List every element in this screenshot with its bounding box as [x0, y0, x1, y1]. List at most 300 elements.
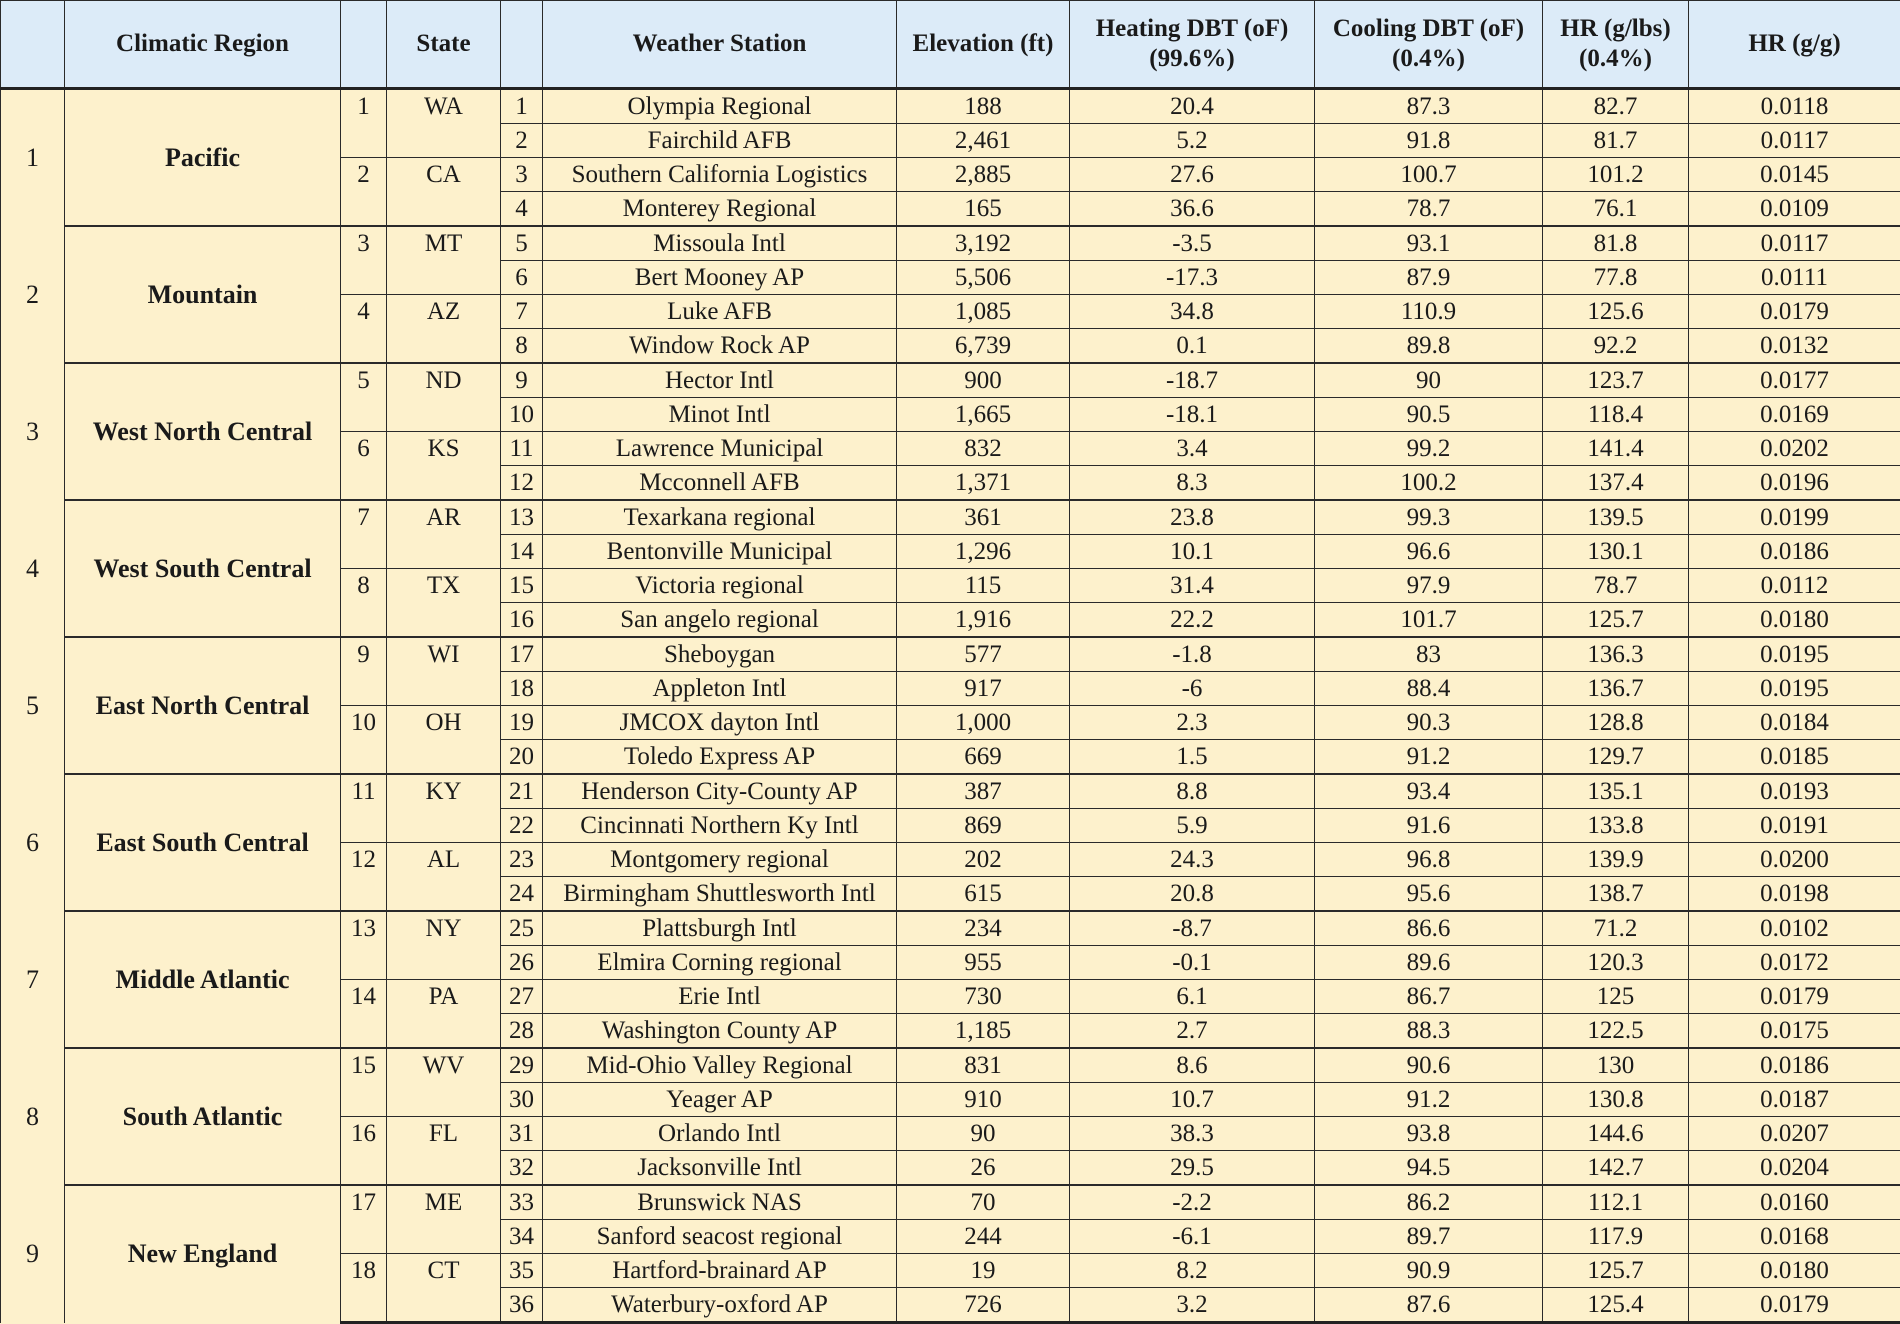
state-number-cell: 7: [341, 500, 387, 535]
station-number-cell: 26: [501, 946, 543, 980]
cooling-dbt-cell: 86.6: [1315, 911, 1543, 946]
hr-g-g-cell: 0.0180: [1689, 603, 1900, 638]
hr-g-g-cell: 0.0172: [1689, 946, 1900, 980]
header-hr-g-lbs: HR (g/lbs) (0.4%): [1543, 1, 1689, 89]
elevation-cell: 70: [897, 1185, 1070, 1220]
cooling-dbt-cell: 95.6: [1315, 877, 1543, 912]
header-station-number: [501, 1, 543, 89]
cooling-dbt-cell: 110.9: [1315, 295, 1543, 329]
hr-g-g-cell: 0.0175: [1689, 1014, 1900, 1049]
cooling-dbt-cell: 87.3: [1315, 89, 1543, 124]
state-number-cell: [341, 1288, 387, 1323]
state-number-cell: [341, 740, 387, 775]
table-row: [1, 226, 1900, 261]
elevation-cell: 1,916: [897, 603, 1070, 638]
elevation-cell: 900: [897, 363, 1070, 398]
table-row: [1, 774, 1900, 809]
station-name-cell: Appleton Intl: [543, 672, 897, 706]
header-elevation: Elevation (ft): [897, 1, 1070, 89]
cooling-dbt-cell: 87.9: [1315, 261, 1543, 295]
state-number-cell: 12: [341, 843, 387, 877]
station-number-cell: 29: [501, 1048, 543, 1083]
state-abbr-cell: ND: [387, 363, 501, 398]
station-number-cell: 36: [501, 1288, 543, 1323]
hr-g-lbs-cell: 125.6: [1543, 295, 1689, 329]
hr-g-lbs-cell: 82.7: [1543, 89, 1689, 124]
hr-g-g-cell: 0.0177: [1689, 363, 1900, 398]
state-number-cell: [341, 877, 387, 912]
station-number-cell: 32: [501, 1151, 543, 1186]
cooling-dbt-cell: 89.7: [1315, 1220, 1543, 1254]
heating-dbt-cell: -18.7: [1070, 363, 1315, 398]
station-name-cell: Mcconnell AFB: [543, 466, 897, 501]
hr-g-lbs-cell: 138.7: [1543, 877, 1689, 912]
elevation-cell: 831: [897, 1048, 1070, 1083]
state-abbr-cell: OH: [387, 706, 501, 740]
region-number-cell: 1: [1, 89, 65, 227]
station-name-cell: Brunswick NAS: [543, 1185, 897, 1220]
station-number-cell: 10: [501, 398, 543, 432]
station-number-cell: 25: [501, 911, 543, 946]
state-number-cell: [341, 603, 387, 638]
heating-dbt-cell: -3.5: [1070, 226, 1315, 261]
table-row: [1, 89, 1900, 124]
cooling-dbt-cell: 90.9: [1315, 1254, 1543, 1288]
hr-g-g-cell: 0.0195: [1689, 637, 1900, 672]
cooling-dbt-cell: 96.6: [1315, 535, 1543, 569]
station-name-cell: Washington County AP: [543, 1014, 897, 1049]
state-number-cell: 9: [341, 637, 387, 672]
hr-g-lbs-cell: 120.3: [1543, 946, 1689, 980]
cooling-dbt-cell: 91.2: [1315, 1083, 1543, 1117]
hr-g-g-cell: 0.0180: [1689, 1254, 1900, 1288]
state-abbr-cell: WV: [387, 1048, 501, 1083]
hr-g-lbs-cell: 125: [1543, 980, 1689, 1014]
elevation-cell: 726: [897, 1288, 1070, 1323]
hr-g-g-cell: 0.0199: [1689, 500, 1900, 535]
elevation-cell: 387: [897, 774, 1070, 809]
table-header: [1, 1, 1900, 89]
heating-dbt-cell: 34.8: [1070, 295, 1315, 329]
hr-g-g-cell: 0.0200: [1689, 843, 1900, 877]
heating-dbt-cell: 20.8: [1070, 877, 1315, 912]
heating-dbt-cell: 5.9: [1070, 809, 1315, 843]
elevation-cell: 1,665: [897, 398, 1070, 432]
elevation-cell: 115: [897, 569, 1070, 603]
station-number-cell: 18: [501, 672, 543, 706]
table-row: [1, 637, 1900, 672]
hr-g-g-cell: 0.0186: [1689, 1048, 1900, 1083]
hr-g-lbs-cell: 101.2: [1543, 158, 1689, 192]
station-name-cell: Toledo Express AP: [543, 740, 897, 775]
hr-g-lbs-cell: 139.9: [1543, 843, 1689, 877]
hr-g-lbs-cell: 77.8: [1543, 261, 1689, 295]
heating-dbt-cell: -18.1: [1070, 398, 1315, 432]
hr-g-lbs-cell: 76.1: [1543, 192, 1689, 227]
header-climatic-region: Climatic Region: [65, 1, 341, 89]
hr-g-g-cell: 0.0186: [1689, 535, 1900, 569]
station-number-cell: 34: [501, 1220, 543, 1254]
station-number-cell: 17: [501, 637, 543, 672]
hr-g-g-cell: 0.0193: [1689, 774, 1900, 809]
cooling-dbt-cell: 91.8: [1315, 124, 1543, 158]
hr-g-g-cell: 0.0145: [1689, 158, 1900, 192]
station-name-cell: Texarkana regional: [543, 500, 897, 535]
elevation-cell: 869: [897, 809, 1070, 843]
state-number-cell: 5: [341, 363, 387, 398]
station-name-cell: Waterbury-oxford AP: [543, 1288, 897, 1323]
state-abbr-cell: [387, 124, 501, 158]
region-number-cell: 4: [1, 500, 65, 637]
heating-dbt-cell: 3.2: [1070, 1288, 1315, 1323]
station-name-cell: Monterey Regional: [543, 192, 897, 227]
state-number-cell: 3: [341, 226, 387, 261]
elevation-cell: 5,506: [897, 261, 1070, 295]
region-number-cell: 2: [1, 226, 65, 363]
state-abbr-cell: [387, 672, 501, 706]
elevation-cell: 1,296: [897, 535, 1070, 569]
region-name-cell: New England: [65, 1185, 341, 1323]
cooling-dbt-cell: 97.9: [1315, 569, 1543, 603]
hr-g-lbs-cell: 128.8: [1543, 706, 1689, 740]
cooling-dbt-cell: 93.4: [1315, 774, 1543, 809]
state-abbr-cell: [387, 466, 501, 501]
station-number-cell: 7: [501, 295, 543, 329]
region-name-cell: East South Central: [65, 774, 341, 911]
station-number-cell: 30: [501, 1083, 543, 1117]
cooling-dbt-cell: 94.5: [1315, 1151, 1543, 1186]
table-row: [1, 1185, 1900, 1220]
heating-dbt-cell: 1.5: [1070, 740, 1315, 775]
elevation-cell: 1,371: [897, 466, 1070, 501]
hr-g-g-cell: 0.0187: [1689, 1083, 1900, 1117]
state-abbr-cell: KY: [387, 774, 501, 809]
hr-g-g-cell: 0.0160: [1689, 1185, 1900, 1220]
heating-dbt-cell: 8.3: [1070, 466, 1315, 501]
state-abbr-cell: WI: [387, 637, 501, 672]
state-number-cell: [341, 124, 387, 158]
state-abbr-cell: ME: [387, 1185, 501, 1220]
cooling-dbt-cell: 93.1: [1315, 226, 1543, 261]
hr-g-lbs-cell: 92.2: [1543, 329, 1689, 364]
station-name-cell: Olympia Regional: [543, 89, 897, 124]
elevation-cell: 832: [897, 432, 1070, 466]
state-number-cell: [341, 809, 387, 843]
hr-g-lbs-cell: 130.8: [1543, 1083, 1689, 1117]
elevation-cell: 1,185: [897, 1014, 1070, 1049]
station-name-cell: Window Rock AP: [543, 329, 897, 364]
cooling-dbt-cell: 93.8: [1315, 1117, 1543, 1151]
cooling-dbt-cell: 101.7: [1315, 603, 1543, 638]
hr-g-g-cell: 0.0132: [1689, 329, 1900, 364]
hr-g-lbs-cell: 136.3: [1543, 637, 1689, 672]
elevation-cell: 1,000: [897, 706, 1070, 740]
header-region-number: [1, 1, 65, 89]
station-number-cell: 13: [501, 500, 543, 535]
state-abbr-cell: TX: [387, 569, 501, 603]
heating-dbt-cell: -17.3: [1070, 261, 1315, 295]
state-number-cell: [341, 1220, 387, 1254]
state-number-cell: [341, 398, 387, 432]
state-abbr-cell: CT: [387, 1254, 501, 1288]
heating-dbt-cell: 10.7: [1070, 1083, 1315, 1117]
cooling-dbt-cell: 89.6: [1315, 946, 1543, 980]
station-number-cell: 11: [501, 432, 543, 466]
station-name-cell: Southern California Logistics: [543, 158, 897, 192]
hr-g-g-cell: 0.0185: [1689, 740, 1900, 775]
hr-g-g-cell: 0.0207: [1689, 1117, 1900, 1151]
region-name-cell: Mountain: [65, 226, 341, 363]
state-abbr-cell: CA: [387, 158, 501, 192]
station-number-cell: 31: [501, 1117, 543, 1151]
heating-dbt-cell: 31.4: [1070, 569, 1315, 603]
table-row: [1, 1048, 1900, 1083]
hr-g-lbs-cell: 112.1: [1543, 1185, 1689, 1220]
station-name-cell: Henderson City-County AP: [543, 774, 897, 809]
elevation-cell: 910: [897, 1083, 1070, 1117]
hr-g-lbs-cell: 118.4: [1543, 398, 1689, 432]
station-name-cell: Luke AFB: [543, 295, 897, 329]
station-number-cell: 5: [501, 226, 543, 261]
state-number-cell: [341, 672, 387, 706]
state-number-cell: 15: [341, 1048, 387, 1083]
station-name-cell: Yeager AP: [543, 1083, 897, 1117]
station-number-cell: 22: [501, 809, 543, 843]
station-name-cell: Fairchild AFB: [543, 124, 897, 158]
hr-g-g-cell: 0.0202: [1689, 432, 1900, 466]
hr-g-g-cell: 0.0102: [1689, 911, 1900, 946]
state-number-cell: [341, 261, 387, 295]
cooling-dbt-cell: 88.4: [1315, 672, 1543, 706]
station-number-cell: 14: [501, 535, 543, 569]
hr-g-g-cell: 0.0179: [1689, 1288, 1900, 1323]
heating-dbt-cell: 20.4: [1070, 89, 1315, 124]
state-number-cell: 16: [341, 1117, 387, 1151]
hr-g-g-cell: 0.0195: [1689, 672, 1900, 706]
hr-g-lbs-cell: 130.1: [1543, 535, 1689, 569]
table-body: [1, 89, 1900, 1323]
state-abbr-cell: AZ: [387, 295, 501, 329]
hr-g-g-cell: 0.0118: [1689, 89, 1900, 124]
elevation-cell: 6,739: [897, 329, 1070, 364]
cooling-dbt-cell: 87.6: [1315, 1288, 1543, 1323]
heating-dbt-cell: 6.1: [1070, 980, 1315, 1014]
cooling-dbt-cell: 86.2: [1315, 1185, 1543, 1220]
hr-g-g-cell: 0.0109: [1689, 192, 1900, 227]
station-number-cell: 20: [501, 740, 543, 775]
state-number-cell: 14: [341, 980, 387, 1014]
hr-g-lbs-cell: 125.7: [1543, 603, 1689, 638]
region-name-cell: Middle Atlantic: [65, 911, 341, 1048]
state-number-cell: 6: [341, 432, 387, 466]
heating-dbt-cell: -8.7: [1070, 911, 1315, 946]
state-abbr-cell: [387, 946, 501, 980]
hr-g-lbs-cell: 123.7: [1543, 363, 1689, 398]
cooling-dbt-cell: 90.6: [1315, 1048, 1543, 1083]
elevation-cell: 2,885: [897, 158, 1070, 192]
hr-g-g-cell: 0.0117: [1689, 226, 1900, 261]
heating-dbt-cell: 10.1: [1070, 535, 1315, 569]
station-name-cell: Orlando Intl: [543, 1117, 897, 1151]
heating-dbt-cell: 8.8: [1070, 774, 1315, 809]
state-number-cell: [341, 535, 387, 569]
elevation-cell: 19: [897, 1254, 1070, 1288]
elevation-cell: 234: [897, 911, 1070, 946]
station-name-cell: Hector Intl: [543, 363, 897, 398]
hr-g-lbs-cell: 144.6: [1543, 1117, 1689, 1151]
station-name-cell: San angelo regional: [543, 603, 897, 638]
cooling-dbt-cell: 100.7: [1315, 158, 1543, 192]
station-name-cell: Montgomery regional: [543, 843, 897, 877]
station-number-cell: 27: [501, 980, 543, 1014]
state-abbr-cell: [387, 398, 501, 432]
station-name-cell: Missoula Intl: [543, 226, 897, 261]
station-number-cell: 28: [501, 1014, 543, 1049]
station-name-cell: JMCOX dayton Intl: [543, 706, 897, 740]
station-number-cell: 21: [501, 774, 543, 809]
heating-dbt-cell: 36.6: [1070, 192, 1315, 227]
cooling-dbt-cell: 86.7: [1315, 980, 1543, 1014]
elevation-cell: 26: [897, 1151, 1070, 1186]
heating-dbt-cell: 24.3: [1070, 843, 1315, 877]
hr-g-lbs-cell: 78.7: [1543, 569, 1689, 603]
cooling-dbt-cell: 83: [1315, 637, 1543, 672]
region-number-cell: 3: [1, 363, 65, 500]
hr-g-g-cell: 0.0179: [1689, 295, 1900, 329]
station-number-cell: 16: [501, 603, 543, 638]
hr-g-g-cell: 0.0198: [1689, 877, 1900, 912]
station-name-cell: Mid-Ohio Valley Regional: [543, 1048, 897, 1083]
state-number-cell: 2: [341, 158, 387, 192]
hr-g-g-cell: 0.0168: [1689, 1220, 1900, 1254]
heating-dbt-cell: 3.4: [1070, 432, 1315, 466]
region-name-cell: Pacific: [65, 89, 341, 227]
hr-g-g-cell: 0.0169: [1689, 398, 1900, 432]
state-number-cell: [341, 1151, 387, 1186]
hr-g-g-cell: 0.0184: [1689, 706, 1900, 740]
station-number-cell: 1: [501, 89, 543, 124]
cooling-dbt-cell: 91.6: [1315, 809, 1543, 843]
cooling-dbt-cell: 88.3: [1315, 1014, 1543, 1049]
elevation-cell: 361: [897, 500, 1070, 535]
hr-g-lbs-cell: 133.8: [1543, 809, 1689, 843]
station-name-cell: Erie Intl: [543, 980, 897, 1014]
elevation-cell: 3,192: [897, 226, 1070, 261]
station-name-cell: Plattsburgh Intl: [543, 911, 897, 946]
cooling-dbt-cell: 90.3: [1315, 706, 1543, 740]
cooling-dbt-cell: 96.8: [1315, 843, 1543, 877]
region-number-cell: 8: [1, 1048, 65, 1185]
state-abbr-cell: WA: [387, 89, 501, 124]
state-abbr-cell: KS: [387, 432, 501, 466]
state-abbr-cell: MT: [387, 226, 501, 261]
hr-g-g-cell: 0.0112: [1689, 569, 1900, 603]
state-number-cell: 8: [341, 569, 387, 603]
state-number-cell: [341, 192, 387, 227]
station-name-cell: Lawrence Municipal: [543, 432, 897, 466]
state-abbr-cell: [387, 535, 501, 569]
header-row: [1, 1, 1900, 89]
heating-dbt-cell: 23.8: [1070, 500, 1315, 535]
station-number-cell: 6: [501, 261, 543, 295]
hr-g-lbs-cell: 129.7: [1543, 740, 1689, 775]
header-heating-dbt: Heating DBT (oF) (99.6%): [1070, 1, 1315, 89]
region-name-cell: West North Central: [65, 363, 341, 500]
elevation-cell: 90: [897, 1117, 1070, 1151]
hr-g-lbs-cell: 71.2: [1543, 911, 1689, 946]
station-number-cell: 4: [501, 192, 543, 227]
station-name-cell: Bert Mooney AP: [543, 261, 897, 295]
hr-g-lbs-cell: 130: [1543, 1048, 1689, 1083]
region-number-cell: 6: [1, 774, 65, 911]
station-name-cell: Elmira Corning regional: [543, 946, 897, 980]
elevation-cell: 1,085: [897, 295, 1070, 329]
station-name-cell: Minot Intl: [543, 398, 897, 432]
hr-g-g-cell: 0.0117: [1689, 124, 1900, 158]
state-abbr-cell: [387, 1083, 501, 1117]
table-row: [1, 500, 1900, 535]
station-number-cell: 24: [501, 877, 543, 912]
state-number-cell: 13: [341, 911, 387, 946]
cooling-dbt-cell: 90: [1315, 363, 1543, 398]
station-number-cell: 2: [501, 124, 543, 158]
hr-g-lbs-cell: 125.7: [1543, 1254, 1689, 1288]
cooling-dbt-cell: 99.3: [1315, 500, 1543, 535]
state-number-cell: [341, 1014, 387, 1049]
hr-g-lbs-cell: 136.7: [1543, 672, 1689, 706]
station-name-cell: Hartford-brainard AP: [543, 1254, 897, 1288]
state-abbr-cell: [387, 603, 501, 638]
region-number-cell: 9: [1, 1185, 65, 1323]
state-number-cell: 10: [341, 706, 387, 740]
elevation-cell: 202: [897, 843, 1070, 877]
heating-dbt-cell: 29.5: [1070, 1151, 1315, 1186]
elevation-cell: 577: [897, 637, 1070, 672]
hr-g-g-cell: 0.0196: [1689, 466, 1900, 501]
elevation-cell: 244: [897, 1220, 1070, 1254]
heating-dbt-cell: 2.7: [1070, 1014, 1315, 1049]
state-number-cell: [341, 329, 387, 364]
state-number-cell: [341, 466, 387, 501]
elevation-cell: 669: [897, 740, 1070, 775]
station-name-cell: Sheboygan: [543, 637, 897, 672]
cooling-dbt-cell: 90.5: [1315, 398, 1543, 432]
state-abbr-cell: [387, 809, 501, 843]
station-number-cell: 19: [501, 706, 543, 740]
hr-g-g-cell: 0.0191: [1689, 809, 1900, 843]
header-state-number: [341, 1, 387, 89]
state-abbr-cell: AR: [387, 500, 501, 535]
state-abbr-cell: [387, 740, 501, 775]
cooling-dbt-cell: 99.2: [1315, 432, 1543, 466]
heating-dbt-cell: -6: [1070, 672, 1315, 706]
station-number-cell: 35: [501, 1254, 543, 1288]
hr-g-lbs-cell: 141.4: [1543, 432, 1689, 466]
header-state: State: [387, 1, 501, 89]
header-hr-g-g: HR (g/g): [1689, 1, 1900, 89]
heating-dbt-cell: 2.3: [1070, 706, 1315, 740]
station-name-cell: Bentonville Municipal: [543, 535, 897, 569]
state-abbr-cell: [387, 1151, 501, 1186]
station-number-cell: 23: [501, 843, 543, 877]
header-weather-station: Weather Station: [543, 1, 897, 89]
state-abbr-cell: [387, 877, 501, 912]
heating-dbt-cell: 38.3: [1070, 1117, 1315, 1151]
elevation-cell: 165: [897, 192, 1070, 227]
state-number-cell: 4: [341, 295, 387, 329]
state-abbr-cell: [387, 261, 501, 295]
heating-dbt-cell: -0.1: [1070, 946, 1315, 980]
